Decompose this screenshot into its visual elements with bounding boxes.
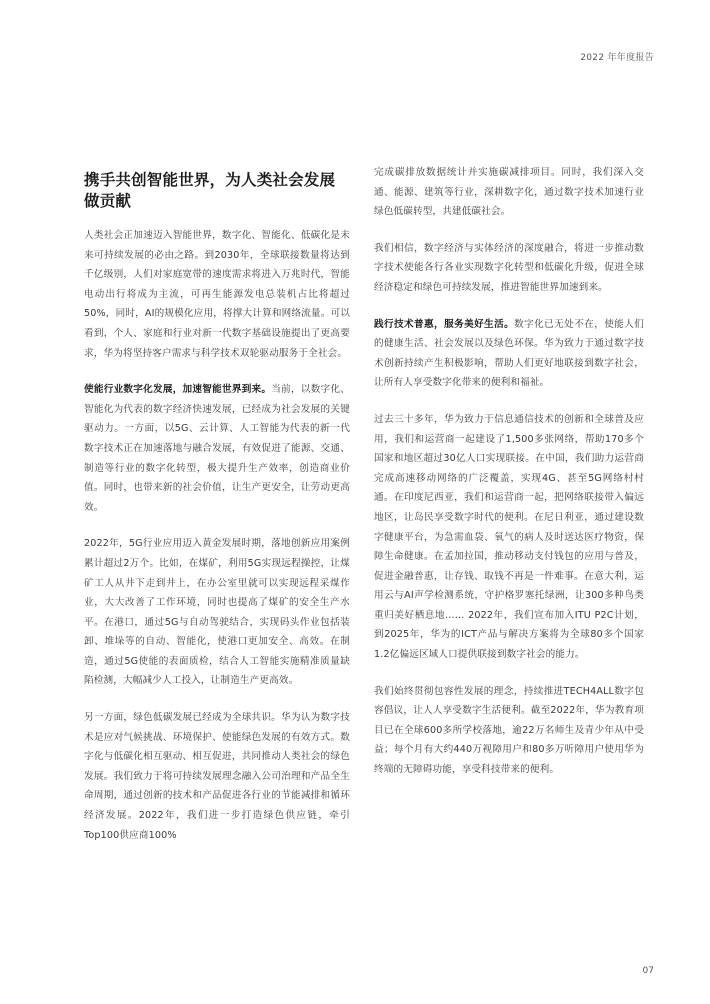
tech4all-paragraph: 我们始终贯彻包容性发展的理念，持续推进TECH4ALL数字包容倡议，让人人享受数字生活便利。截至2022年，华为教育项目已在全球600多所学校落地，逾22万名师生及青少年从中受益；每个月有大约440万视障用户和80多万听障用户使用华为终端的无障碍功能，享受科技带来的便利。	[374, 685, 644, 776]
paragraph-lead: 践行技术普惠，服务美好生活。	[374, 318, 515, 330]
page-number: 07	[642, 966, 654, 976]
green-development-paragraph: 另一方面，绿色低碳发展已经成为全球共识。华为认为数字技术是应对气候挑战、环境保护、使能绿色发展的有效方式。数字化与低碳化相互驱动、相互促进，共同推动人类社会的绿色发展。我们致力于将可持续发展理念融入公司治理和产品全生命周期，通过创新的技术和产品促进各行业的节能减排和循环经济发展。2022年，我们进一步打造绿色供应链，牵引Top100供应商100%	[84, 712, 350, 841]
industry-digitalization-paragraph	[84, 380, 350, 517]
paragraph-lead: 使能行业数字化发展，加速智能世界到来。	[84, 384, 272, 396]
paragraph-body: 数字化已无处不在，使能人们的健康生活、社会发展以及绿色环保。华为致力于通过数字技术创新持续产生积极影响，帮助人们更好地联接到数字社会，让所有人享受数字化带来的便利和福祉。	[374, 318, 644, 389]
tech-inclusion-paragraph	[374, 315, 644, 393]
5g-applications-paragraph: 2022年，5G行业应用迈入黄金发展时期，落地创新应用案例累计超过2万个。比如，在煤矿，利用5G实现远程操控，让煤矿工人从井下走到井上，在办公室里就可以实现远程采煤作业，大大改善了工作环境，同时也提高了煤矿的安全生产水平。在港口，通过5G与自动驾驶结合，实现码头作业包括装卸、堆垛等的自动、智能化，使港口更加安全、高效。在制造，通过5G使能的表面质检，结合人工智能实施精准质量缺陷检测，大幅减少人工投入，让制造生产更高效。	[84, 538, 350, 687]
carbon-reduction-paragraph: 完成碳排放数据统计并实施碳减排项目。同时，我们深入交通、能源、建筑等行业，深耕数字化，通过数字技术加速行业绿色低碳转型，共建低碳社会。	[374, 167, 644, 218]
digital-economy-paragraph: 我们相信，数字经济与实体经济的深度融合，将进一步推动数字技术使能各行各业实现数字化转型和低碳化升级，促进全球经济稳定和绿色可持续发展，推进智能世界加速到来。	[374, 242, 644, 293]
connectivity-paragraph: 过去三十多年，华为致力于信息通信技术的创新和全球普及应用，我们和运营商一起建设了1,500多张网络，帮助170多个国家和地区超过30亿人口实现联接。在中国，我们助力运营商完成高速移动网络的广泛覆盖，实现4G、甚至5G网络村村通。在印度尼西亚，我们和运营商一起，把网络联接带入偏远地区，让岛民享受数字时代的便利。在尼日利亚，通过建设数字健康平台，为急需血袋、氧气的病人及时送达医疗物资，保障生命健康。在孟加拉国，推动移动支付钱包的应用与普及，促进金融普惠，让存钱、取钱不再是一件难事。在意大利，运用云与AI声学检测系统，守护格罗塞托绿洲，让300多种鸟类重归美好栖息地…… 2022年，我们宣布加入ITU P2C计划，到2025年，华为的ICT产品与解决方案将为全球80多个国家1.2亿偏远区域人口提供联接到数字社会的能力。	[374, 413, 644, 661]
left-column	[84, 158, 350, 862]
intro-paragraph: 人类社会正加速迈入智能世界，数字化、智能化、低碳化是未来可持续发展的必由之路。到2030年，全球联接数量将达到千亿级别，人们对家庭宽带的速度需求将进入万兆时代，智能电动出行将成为主流，可再生能源发电总装机占比将超过50%，同时，AI的规模化应用，将撑大计算和网络流量。可以看到，个人、家庭和行业对新一代数字基础设施提出了更高要求，华为将坚持客户需求与科学技术双轮驱动服务于全社会。	[84, 230, 350, 359]
report-year-label: 2022 年年度报告	[580, 53, 654, 63]
section-title: 携手共创智能世界，为人类社会发展做贡献	[84, 171, 336, 210]
paragraph-body: 当前，以数字化、智能化为代表的数字经济快速发展，已经成为社会发展的关键驱动力。一方面，以5G、云计算、人工智能为代表的新一代数字技术正在加速落地与融合发展，有效促进了能源、交通、制造等行业的数字化转型，极大提升生产效率，创造商业价值。同时，也带来新的社会价值，让生产更安全，让劳动更高效。	[84, 384, 350, 513]
right-column	[374, 163, 644, 797]
